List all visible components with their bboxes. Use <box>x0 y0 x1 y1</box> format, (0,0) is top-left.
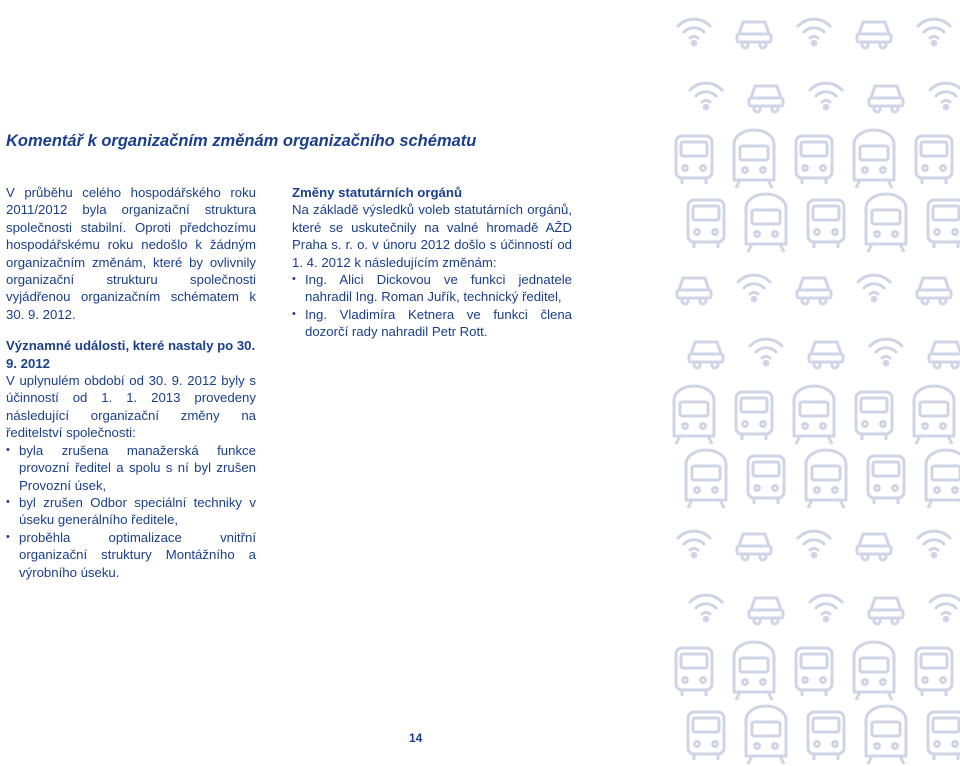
transport-pattern <box>654 0 960 766</box>
car-icon <box>689 342 723 368</box>
train-icon <box>866 194 906 252</box>
bus-icon <box>688 712 724 760</box>
car-icon <box>857 534 891 560</box>
wifi-icon <box>738 275 770 301</box>
bus-icon <box>736 392 772 440</box>
bus-icon <box>796 648 832 696</box>
statutory-heading: Změny statutárních orgánů <box>292 185 462 200</box>
bus-icon <box>676 136 712 184</box>
train-icon <box>866 706 906 764</box>
wifi-icon <box>690 595 722 621</box>
train-icon <box>806 450 846 508</box>
statutory-list <box>292 271 572 341</box>
car-icon <box>749 86 783 112</box>
train-icon <box>674 386 714 444</box>
wifi-icon <box>930 595 960 621</box>
train-icon <box>926 450 960 508</box>
car-icon <box>869 86 903 112</box>
train-icon <box>734 642 774 700</box>
bus-icon <box>856 392 892 440</box>
train-icon <box>854 130 894 188</box>
bus-icon <box>928 712 960 760</box>
events-paragraph: V uplynulém období od 30. 9. 2012 byly s účinností od 1. 1. 2013 provedeny následující organizační změny na ředitelství společnosti: <box>6 373 256 441</box>
car-icon <box>737 22 771 48</box>
wifi-icon <box>798 531 830 557</box>
list-item: • byla zrušena manažerská funkce provozní ředitel a spolu s ní byl zrušen Provozní úsek, <box>6 442 256 494</box>
list-item: • Ing. Alici Dickovou ve funkci jednatele nahradil Ing. Roman Juřík, technický ředitel, <box>292 271 572 306</box>
car-icon <box>929 342 960 368</box>
bus-icon <box>808 712 844 760</box>
wifi-icon <box>810 595 842 621</box>
wifi-icon <box>810 83 842 109</box>
page-title: Komentář k organizačním změnám organizačního schématu <box>6 132 477 150</box>
car-icon <box>737 534 771 560</box>
changes-list <box>6 442 256 581</box>
bus-icon <box>916 648 952 696</box>
train-icon <box>734 130 774 188</box>
statutory-paragraph: Na základě výsledků voleb statutárních orgánů, které se uskutečnily na valné hromadě AŽD Praha s. r. o. v únoru 2012 došlo s účinností od 1. 4. 2012 k následujícím změnám: <box>292 202 572 270</box>
bus-icon <box>796 136 832 184</box>
car-icon <box>857 22 891 48</box>
train-icon <box>794 386 834 444</box>
bus-icon <box>808 200 844 248</box>
wifi-icon <box>690 83 722 109</box>
wifi-icon <box>750 339 782 365</box>
right-column <box>292 184 572 341</box>
wifi-icon <box>870 339 902 365</box>
car-icon <box>809 342 843 368</box>
wifi-icon <box>858 275 890 301</box>
train-icon <box>746 706 786 764</box>
wifi-icon <box>678 19 710 45</box>
page-number: 14 <box>409 731 423 745</box>
wifi-icon <box>798 19 830 45</box>
wifi-icon <box>678 531 710 557</box>
bus-icon <box>928 200 960 248</box>
train-icon <box>746 194 786 252</box>
list-item: • Ing. Vladimíra Ketnera ve funkci člena dozorčí rady nahradil Petr Rott. <box>292 306 572 341</box>
car-icon <box>749 598 783 624</box>
car-icon <box>797 278 831 304</box>
train-icon <box>686 450 726 508</box>
car-icon <box>917 278 951 304</box>
bus-icon <box>748 456 784 504</box>
left-column <box>6 184 256 581</box>
bus-icon <box>688 200 724 248</box>
bus-icon <box>868 456 904 504</box>
list-item: • proběhla optimalizace vnitřní organizační struktury Montážního a výrobního úseku. <box>6 529 256 581</box>
wifi-icon <box>918 531 950 557</box>
bus-icon <box>916 136 952 184</box>
car-icon <box>869 598 903 624</box>
car-icon <box>677 278 711 304</box>
wifi-icon <box>918 19 950 45</box>
wifi-icon <box>930 83 960 109</box>
train-icon <box>914 386 954 444</box>
events-heading: Významné události, které nastaly po 30. 9. 2012 <box>6 338 256 371</box>
train-icon <box>854 642 894 700</box>
bus-icon <box>676 648 712 696</box>
list-item: • byl zrušen Odbor speciální techniky v úseku generálního ředitele, <box>6 494 256 529</box>
intro-paragraph: V průběhu celého hospodářského roku 2011/2012 byla organizační struktura společnosti stabilní. Oproti předchozímu hospodářskému roku nedošlo k žádným organizačním změnám, které by ovlivnily organizační strukturu společnosti vyjádřenou organizačním schématem k 30. 9. 2012. <box>6 185 256 322</box>
